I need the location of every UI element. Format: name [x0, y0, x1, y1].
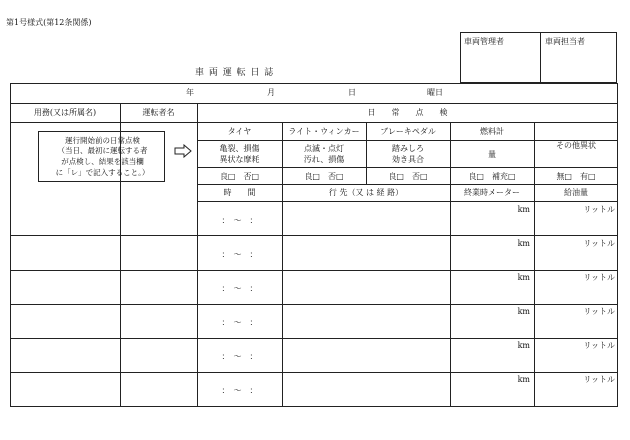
end-meter-header: 終業時メーター [464, 188, 520, 197]
row-km-unit: km [517, 307, 530, 316]
right-arrow-icon [174, 144, 192, 158]
inspection-lights-result[interactable]: 良□ 否□ [304, 172, 344, 181]
inspection-brake-detail: 踏みしろ [392, 144, 424, 153]
destination-header: 行 先（又 は 経 路） [328, 188, 404, 197]
inspection-fuel-detail: 量 [488, 150, 496, 159]
row-time[interactable]: ： ～ ： [221, 318, 258, 327]
row-time[interactable]: ： ～ ： [221, 284, 258, 293]
row-litre-unit: リットル [583, 205, 615, 214]
row-km-unit: km [517, 205, 530, 214]
inspection-fuel-result[interactable]: 良□ 補充□ [468, 172, 516, 181]
daily-inspection-header: 日 常 点 検 [367, 108, 448, 117]
date-year: 年 [186, 88, 194, 97]
row-km-unit: km [517, 341, 530, 350]
inspection-lights-detail: 点滅・点灯 [304, 144, 344, 153]
row-km-unit: km [517, 375, 530, 384]
row-time[interactable]: ： ～ ： [221, 352, 258, 361]
inspection-note-line: 運行開始前の日常点検 [65, 136, 140, 145]
date-month: 月 [267, 88, 275, 97]
inspection-fuel: 燃料計 [480, 127, 504, 136]
row-litre-unit: リットル [583, 239, 615, 248]
inspection-other-result[interactable]: 無□ 有□ [556, 172, 596, 181]
row-km-unit: km [517, 239, 530, 248]
row-litre-unit: リットル [583, 375, 615, 384]
row-time[interactable]: ： ～ ： [221, 250, 258, 259]
driver-header: 運転者名 [142, 108, 175, 117]
inspection-note-line: （当日、最初に運転する者 [57, 146, 148, 155]
inspection-tire-detail: 異状な摩耗 [219, 155, 260, 164]
form-number: 第1号様式(第12条関係) [6, 18, 92, 27]
row-time[interactable]: ： ～ ： [221, 216, 258, 225]
approval-manager-label: 車両管理者 [464, 37, 504, 46]
inspection-note [38, 131, 165, 182]
inspection-lights-detail: 汚れ、損傷 [303, 155, 345, 164]
inspection-brake-result[interactable]: 良□ 否□ [388, 172, 428, 181]
inspection-lights: ライト・ウィンカー [288, 127, 360, 136]
row-km-unit: km [517, 273, 530, 282]
row-time[interactable]: ： ～ ： [221, 386, 258, 395]
approval-person-label: 車両担当者 [545, 37, 585, 46]
inspection-note-line: が点検し、結果を該当欄 [61, 157, 144, 166]
inspection-other: その他異状 [556, 141, 596, 150]
time-header: 時 間 [223, 188, 256, 197]
row-litre-unit: リットル [583, 273, 615, 282]
purpose-header: 用務(又は所属名) [33, 108, 97, 117]
date-weekday: 曜日 [427, 88, 443, 97]
inspection-tire: タイヤ [227, 127, 252, 136]
document-title: 車 両 運 転 日 誌 [195, 68, 275, 78]
inspection-tire-detail: 亀裂、損傷 [219, 144, 260, 153]
inspection-brake: ブレーキペダル [380, 127, 436, 136]
inspection-tire-result[interactable]: 良□ 否□ [219, 172, 260, 181]
row-litre-unit: リットル [583, 341, 615, 350]
row-litre-unit: リットル [583, 307, 615, 316]
inspection-brake-detail: 効き具合 [392, 155, 424, 164]
date-day: 日 [348, 88, 356, 97]
refuel-header: 給油量 [564, 188, 588, 197]
inspection-note-line: に「レ」で記入すること。） [55, 168, 150, 177]
